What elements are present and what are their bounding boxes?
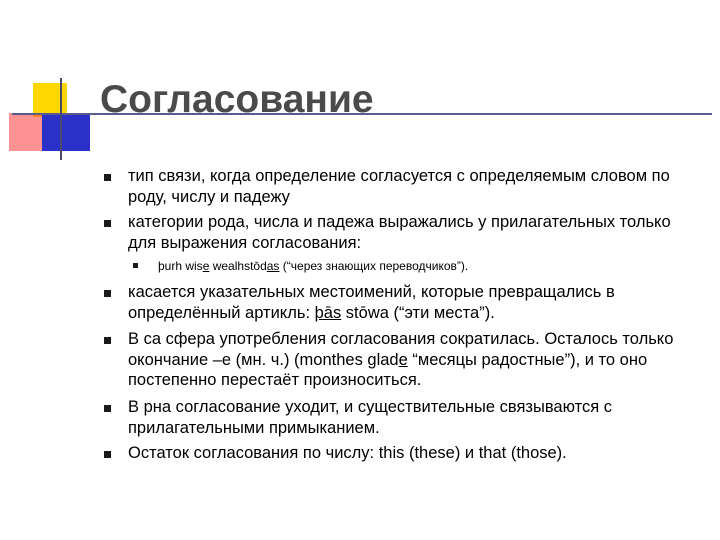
underlined-ending: e	[398, 350, 408, 369]
list-item	[128, 329, 698, 391]
bullet-square-icon	[104, 290, 111, 297]
list-item-text: wealhstōd	[209, 259, 267, 273]
list-item-text: касается указательных местоимений, которые превращались в определённый артикль:	[128, 283, 615, 322]
bullet-square-icon	[104, 174, 111, 181]
list-item	[128, 397, 698, 438]
list-item-text: В са сфера употребления согласования сократилась. Осталось только окончание –е (мн. ч.) (monthes glad	[128, 330, 674, 369]
list-item	[128, 443, 698, 464]
list-item	[128, 166, 698, 207]
list-item-text: тип связи, когда определение согласуется с определяемым словом по роду, числу и падежу	[128, 167, 670, 206]
underlined-ending: as	[266, 259, 280, 273]
list-item-text: stōwa (“эти места”).	[341, 303, 495, 322]
list-item	[128, 282, 698, 323]
list-item-text: Остаток согласования по числу: this (these) и that (those).	[128, 444, 567, 462]
bullet-square-icon	[104, 451, 111, 458]
underlined-word: þās	[314, 303, 342, 322]
list-item-text: категории рода, числа и падежа выражались у прилагательных только для выражения согласования:	[128, 213, 671, 252]
underlined-ending: e	[202, 259, 210, 273]
bullet-square-icon	[104, 405, 111, 412]
list-item-text: В рна согласование уходит, и существительные связываются с прилагательными примыканием.	[128, 398, 613, 437]
sub-bullet-square-icon	[133, 263, 138, 268]
list-item-text: “месяцы радостные”), и то оно постепенно перестаёт произноситься.	[128, 350, 648, 389]
list-item-text: (“через знающих переводчиков”).	[279, 259, 469, 273]
list-item-text: þurh wis	[158, 259, 203, 273]
decor-vertical-line	[60, 78, 62, 160]
bullet-square-icon	[104, 220, 111, 227]
decor-blue-square	[42, 113, 90, 151]
list-subitem	[158, 258, 720, 274]
slide-title: Согласование	[100, 78, 374, 121]
list-item	[128, 212, 698, 253]
bullet-square-icon	[104, 337, 111, 344]
